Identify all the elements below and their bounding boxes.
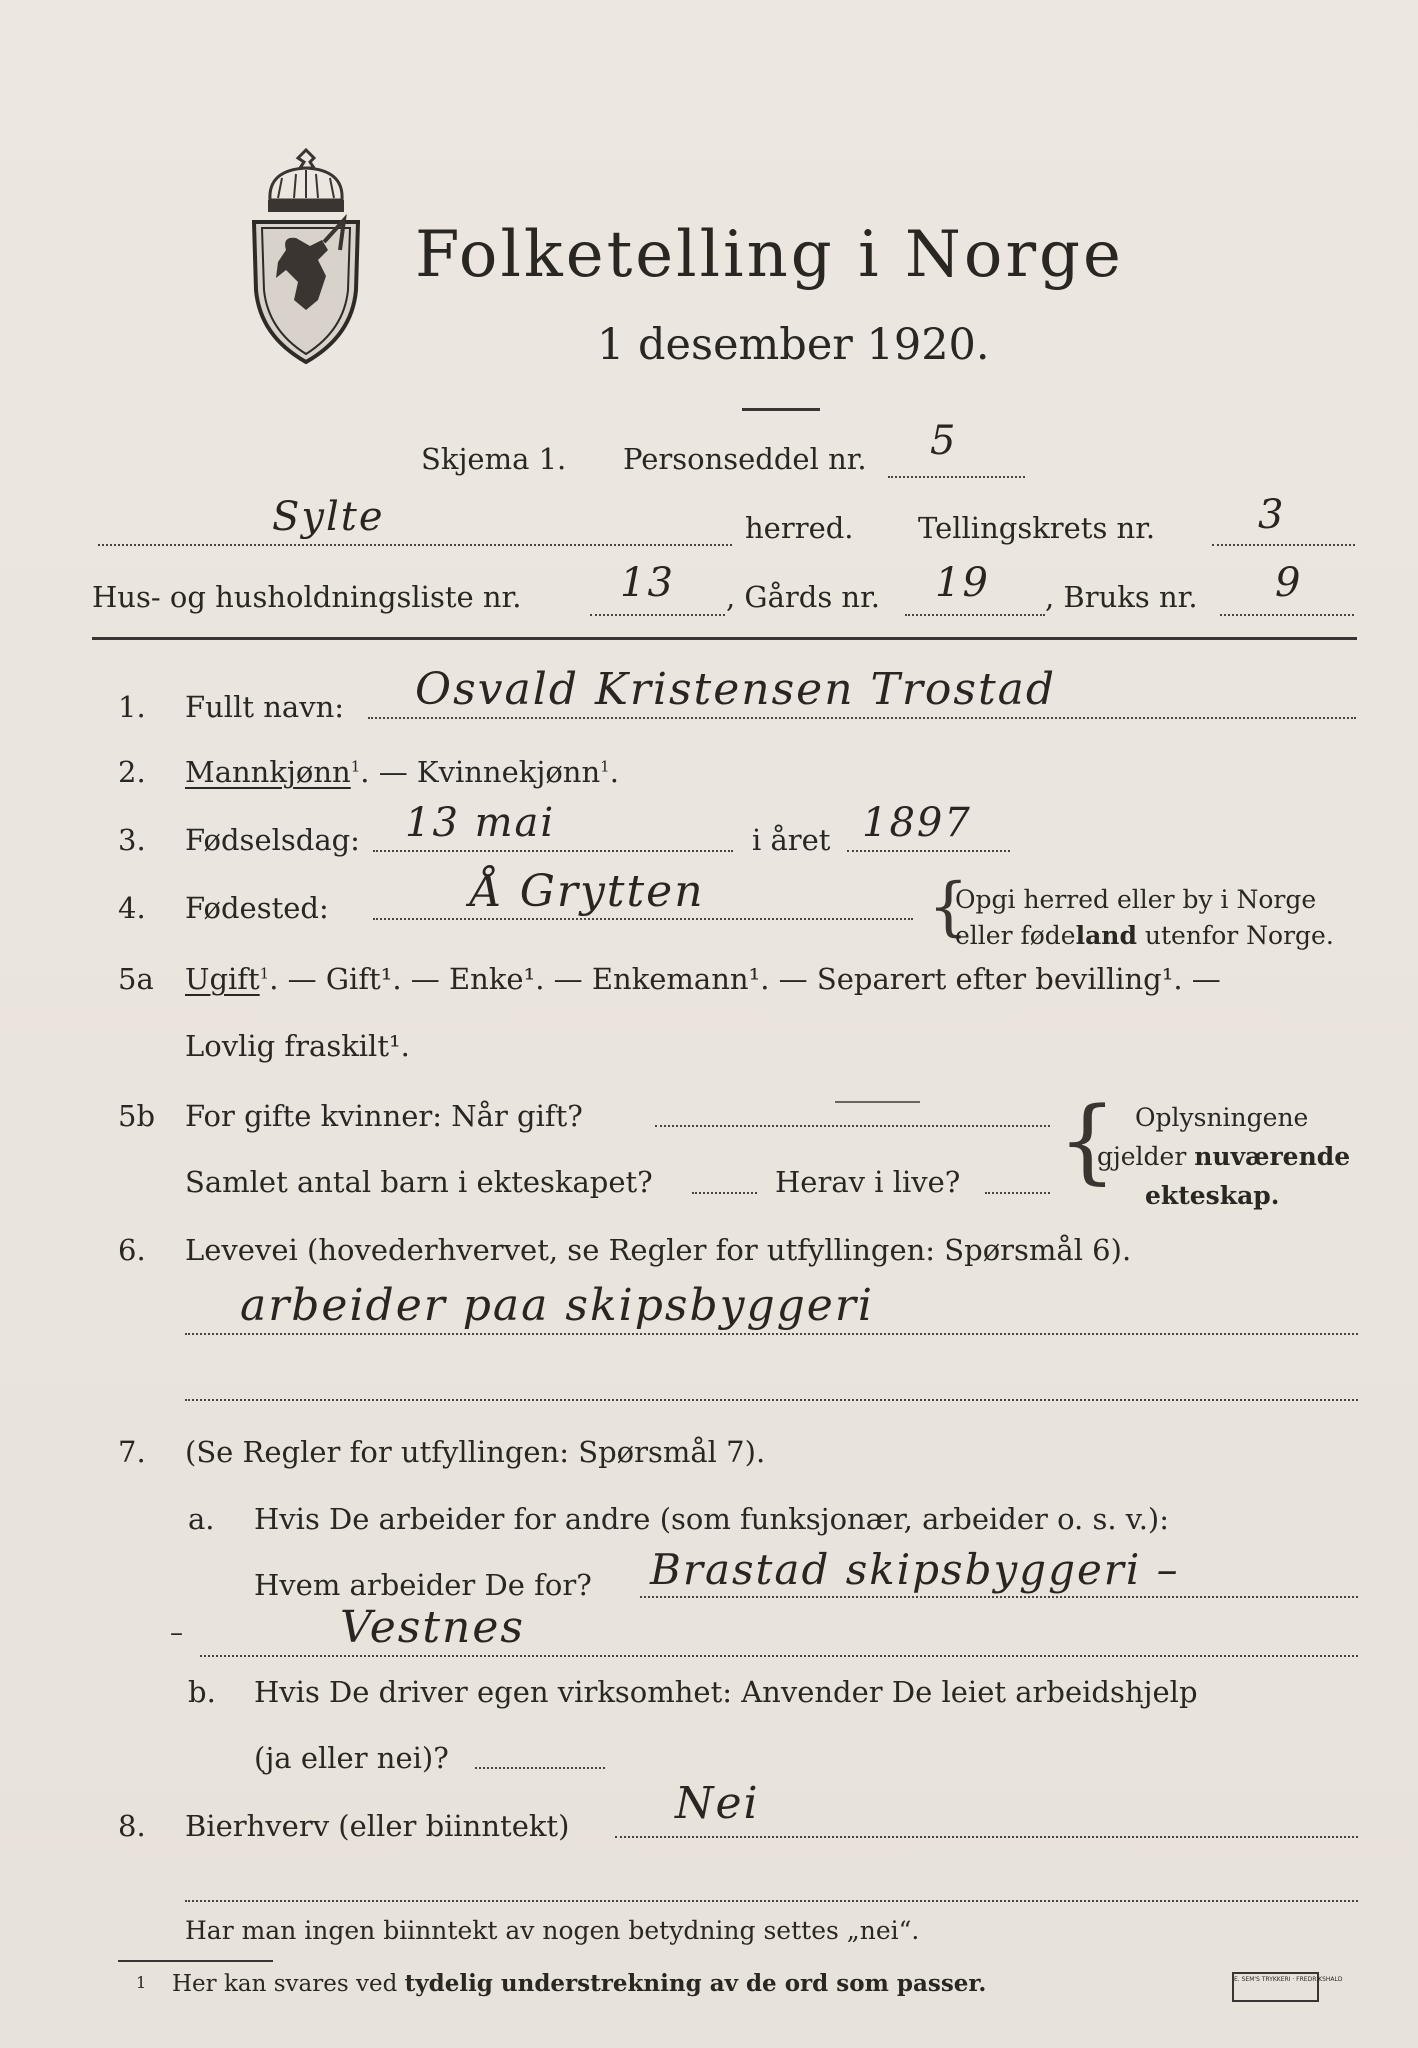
q7b-label2: (ja eller nei)? xyxy=(254,1741,449,1775)
q4-note-line1: Opgi herred eller by i Norge xyxy=(955,885,1317,914)
side-income-field-line2[interactable] xyxy=(185,1900,1358,1902)
birthplace-field[interactable] xyxy=(373,918,913,920)
q5b-label-alive: Herav i live? xyxy=(775,1165,961,1199)
hus-label: Hus- og husholdningsliste nr. xyxy=(92,580,522,614)
employer-field-line1[interactable] xyxy=(640,1596,1358,1598)
footnote-rule xyxy=(118,1960,273,1962)
birthplace-value: Å Grytten xyxy=(470,866,705,917)
q1-label: Fullt navn: xyxy=(185,690,345,724)
bruks-field[interactable] xyxy=(1220,614,1354,616)
q7a-who-label: Hvem arbeider De for? xyxy=(254,1568,592,1602)
personseddel-label: Personseddel nr. xyxy=(623,442,867,476)
footer-note: Har man ingen biinntekt av nogen betydning settes „nei“. xyxy=(185,1916,920,1945)
tellingskrets-value: 3 xyxy=(1258,492,1286,538)
q5a-options: Ugift$^1$. — Gift¹. — Enke¹. — Enkemann¹. — Separert efter bevilling¹. — xyxy=(185,962,1221,996)
q7-label: (Se Regler for utfyllingen: Spørsmål 7). xyxy=(185,1435,766,1469)
occupation-value: arbeider paa skipsbyggeri xyxy=(240,1280,874,1331)
q4-label: Fødested: xyxy=(185,891,329,925)
hus-value: 13 xyxy=(620,560,675,606)
q7b-label: Hvis De driver egen virksomhet: Anvender De leiet arbeidshjelp xyxy=(254,1675,1198,1709)
q8-number: 8. xyxy=(118,1809,146,1843)
married-when-mark xyxy=(835,1101,920,1103)
gards-value: 19 xyxy=(935,560,990,606)
option-kvinnekjonn[interactable]: Kvinnekjønn xyxy=(416,755,601,789)
skjema-label: Skjema 1. xyxy=(421,442,567,476)
year-label: i året xyxy=(752,823,831,857)
married-when-field[interactable] xyxy=(655,1125,1050,1127)
tellingskrets-field[interactable] xyxy=(1212,544,1355,546)
q6-label: Levevei (hovederhvervet, se Regler for utfyllingen: Spørsmål 6). xyxy=(185,1233,1132,1267)
gards-field[interactable] xyxy=(905,614,1045,616)
marital-other-options[interactable]: — Gift¹. — Enke¹. — Enkemann¹. — Separert efter bevilling¹. — xyxy=(287,962,1221,996)
personseddel-field[interactable] xyxy=(888,476,1025,478)
q5b-note-line2: gjelder nuværende xyxy=(1097,1142,1351,1171)
side-income-field[interactable] xyxy=(615,1836,1358,1838)
bruks-value: 9 xyxy=(1275,560,1303,606)
q6-number: 6. xyxy=(118,1233,146,1267)
q5a-number: 5a xyxy=(118,962,154,996)
tellingskrets-label: Tellingskrets nr. xyxy=(918,511,1156,545)
q7b-letter: b. xyxy=(188,1675,216,1709)
option-ugift[interactable]: Ugift xyxy=(185,962,260,996)
hus-field[interactable] xyxy=(590,614,725,616)
q3-number: 3. xyxy=(118,823,146,857)
personseddel-value: 5 xyxy=(930,418,958,464)
q5b-brace: { xyxy=(1058,1087,1117,1194)
q8-label: Bierhverv (eller biinntekt) xyxy=(185,1809,570,1843)
option-lovlig-fraskilt[interactable]: Lovlig fraskilt¹. xyxy=(185,1029,410,1063)
hired-help-field[interactable] xyxy=(475,1767,605,1769)
occupation-field-line1[interactable] xyxy=(185,1333,1358,1335)
form-date: 1 desember 1920. xyxy=(597,320,990,370)
q4-note-line2: eller fødeland utenfor Norge. xyxy=(955,921,1334,950)
employer-value-line1: Brastad skipsbyggeri – xyxy=(650,1545,1180,1594)
q4-number: 4. xyxy=(118,891,146,925)
q5b-number: 5b xyxy=(118,1099,156,1133)
q7a-letter: a. xyxy=(188,1502,215,1536)
full-name-value: Osvald Kristensen Trostad xyxy=(415,664,1057,715)
gards-label: , Gårds nr. xyxy=(726,580,880,614)
header-rule xyxy=(92,637,1357,640)
title-divider xyxy=(742,408,820,411)
children-alive-field[interactable] xyxy=(985,1192,1050,1194)
q5b-label-married: For gifte kvinner: Når gift? xyxy=(185,1099,583,1133)
occupation-field-line2[interactable] xyxy=(185,1399,1358,1401)
footnote-text: Her kan svares ved tydelig understrekning av de ord som passer. xyxy=(172,1970,987,1997)
children-total-field[interactable] xyxy=(692,1192,757,1194)
printer-stamp: E. SEM'S TRYKKERI · FREDRIKSHALD xyxy=(1232,1972,1319,2002)
q2-number: 2. xyxy=(118,755,146,789)
employer-value-line2: Vestnes xyxy=(340,1602,525,1653)
birth-year-field[interactable] xyxy=(847,850,1010,852)
q4-brace: { xyxy=(928,870,969,944)
option-mannkjonn[interactable]: Mannkjønn xyxy=(185,755,351,789)
birthday-field[interactable] xyxy=(373,850,733,852)
bruks-label: , Bruks nr. xyxy=(1045,580,1198,614)
full-name-field[interactable] xyxy=(368,717,1356,719)
q7-number: 7. xyxy=(118,1435,146,1469)
herred-field[interactable] xyxy=(98,544,732,546)
q7a-label: Hvis De arbeider for andre (som funksjonær, arbeider o. s. v.): xyxy=(254,1502,1170,1536)
q5b-label-children: Samlet antal barn i ekteskapet? xyxy=(185,1165,653,1199)
q1-number: 1. xyxy=(118,690,146,724)
birthday-value: 13 mai xyxy=(405,800,556,846)
side-income-value: Nei xyxy=(675,1778,760,1829)
form-title: Folketelling i Norge xyxy=(415,218,1124,292)
q5b-note-line1: Oplysningene xyxy=(1135,1103,1309,1132)
employer-field-line2[interactable] xyxy=(200,1655,1358,1657)
margin-dash: – xyxy=(170,1618,183,1648)
q5b-note-line3: ekteskap. xyxy=(1145,1181,1280,1210)
footnote-number: 1 xyxy=(136,1973,147,1992)
q3-label: Fødselsdag: xyxy=(185,823,360,857)
birth-year-value: 1897 xyxy=(862,800,972,846)
herred-value: Sylte xyxy=(272,494,385,540)
herred-label: herred. xyxy=(745,511,854,545)
q2-options: Mannkjønn$^1$. — Kvinnekjønn$^1$. xyxy=(185,755,619,789)
norway-coat-of-arms-icon xyxy=(248,150,366,365)
